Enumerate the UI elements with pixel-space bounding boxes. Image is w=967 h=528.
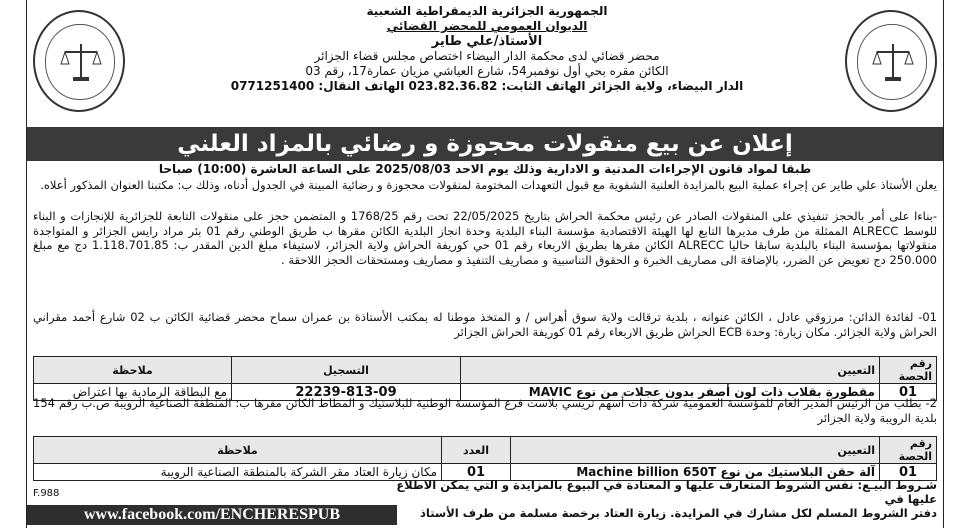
office-address: الكائن مقره بحي أول نوفمبر54، شارع العياشي مزيان عمارة17، رقم 03 [305, 64, 669, 78]
lot-description: آلة حقن البلاستيك من نوع Machine billion 650T [511, 464, 880, 481]
seller-paragraph: 2- بطلب من الرئيس المدير العام للمؤسسة العمومية شركة ذات أسهم تريسي بلاست فرع المؤسسة الوطنية للبلاستيك و المطاط الكائن مقرها ب: المنطقة الصناعية الرويبة ص.ب رقم 154 بلدية الرويبة ولاية الجزائر [33, 396, 937, 425]
announcement-subtitle: طبقا لمواد قانون الإجراءات المدنية و الادارية وذلك يوم الاحد 2025/08/03 على الساعة العاشرة (10:00) صباحا [158, 162, 812, 176]
announcement-title: إعلان عن بيع منقولات محجوزة و رضائي بالمزاد العلني [27, 127, 943, 161]
lot-note: مع البطاقة الرمادية بها اعتراض [34, 384, 232, 401]
lot-count: 01 [442, 464, 511, 481]
announcement-frame [26, 0, 944, 528]
reference-code: F.988 [33, 488, 60, 499]
facebook-link[interactable]: www.facebook.com/ENCHERESPUB [27, 505, 397, 525]
col-count: العدد [442, 437, 511, 464]
justice-seal-right [845, 10, 937, 112]
col-note: ملاحظة [34, 437, 442, 464]
col-description: التعيين [461, 357, 880, 384]
office-contact: الدار البيضاء، ولاية الجزائر الهاتف الثابت: 023.82.36.82 الهاتف النقال: 0771251400 [230, 79, 744, 93]
seizure-paragraph: -بناءا على أمر بالحجز تنفيذي على المنقولات الصادر عن رئيس محكمة الحراش بتاريخ 22/05/2025 تحت رقم 1768/25 و المتضمن حجز على منقولات التابعة للجزائرية للإنجازات و البناء للوسط ALRECC الممثلة من طرف مديرها التابع لها الهيئة الاقتصادية مؤسسة البناء البلدية وحدة انجاز البلدية الكائن مقرها ب طريق الوطني رقم 01 بئر مراد رايس الجزائر و المتواجدة منقولاتها بمؤسسة البناء بالبلدية سابقا حاليا ALRECC الكائن مقرها بطريق الاربعاء رقم 01 حي كوريفة الحراش ولاية الجزائر، لاستيفاء مبلغ الدين المقدر ب: 1.118.701.85 دج مع مبلغ 250.000 دج تعويض عن الضرر، بالإضافة الى مصاريف الخبرة و الحقوق التناسبية و مصاريف التنفيذ و مصاريف ومستحقات الحجز اللاحقة . [33, 209, 938, 267]
lot-description: مقطورة بقلاب ذات لون أصفر بدون عجلات من نوع MAVIC [461, 384, 880, 401]
conditions-line-1: شـروط البيـع: نفس الشروط المتعارف عليها و المعتادة في البيوع بالمزايدة و التي يمكن الاطلاع عليها في [396, 478, 937, 506]
lot-registration: 22239-813-09 [232, 384, 461, 401]
bailiff-name: الأستاذ/علي طاير [431, 34, 543, 49]
bailiff-jurisdiction: محضر قضائي لدى محكمة الدار البيضاء اختصاص مجلس قضاء الجزائر [314, 49, 660, 63]
lot-number: 01 [880, 384, 937, 401]
office-name: الديوان العمومي للمحضر القضائي [386, 19, 588, 33]
lot-number: 01 [880, 464, 937, 481]
col-lot-number: رقم الحصة [880, 437, 937, 464]
sale-conditions [377, 478, 937, 520]
lot-note: مكان زيارة العتاد مقر الشركة بالمنطقة الصناعية الرويبة [34, 464, 442, 481]
intro-paragraph: يعلن الأستاذ علي طاير عن إجراء عملية البيع بالمزايدة العلنية الشفوية مع قبول التعهدات المختومة لمنقولات محجوزة و رضائية المبينة في الجدول أدناه، وذلك ب: مكتبنا العنوان المذكور أعلاه. [40, 178, 937, 192]
conditions-line-2: دفتر الشروط المسلم لكل مشارك في المزايدة. زيارة العتاد برخصة مسلمة من طرف الأستاذ [420, 506, 937, 520]
scales-icon [871, 40, 915, 84]
scales-icon [59, 40, 103, 84]
lots-table-2 [33, 436, 937, 481]
col-registration: التسجيل [232, 357, 461, 384]
justice-seal-left [33, 10, 125, 112]
letterhead [167, 4, 807, 94]
lots-table-1 [33, 356, 937, 401]
republic-name: الجمهورية الجزائرية الديمقراطية الشعبية [366, 4, 608, 18]
col-note: ملاحظة [34, 357, 232, 384]
col-description: التعيين [511, 437, 880, 464]
creditor-paragraph: 01- لفائدة الدائن: مرزوقي عادل ، الكائن عنوانه ، بلدية ترقالت ولاية سوق أهراس / و المتخذ موطنا له بمكتب الأستاذة بن عمران سماح محضر قضائية الكائن ب 02 شارع أحمد مقراني الحراش ولاية الجزائر. مكان زيارة: وحدة ECB الحراش طريق الاربعاء رقم 01 كوريفة الحراش الجزائر [33, 310, 937, 339]
col-lot-number: رقم الحصة [880, 357, 937, 384]
